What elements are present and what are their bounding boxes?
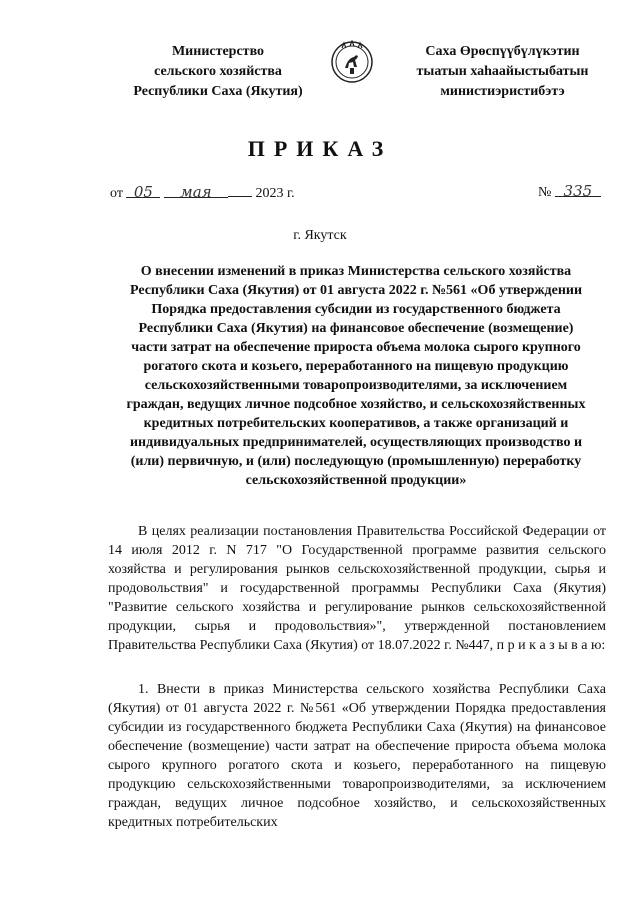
heading-line: Порядка предоставления субсидии из государственного бюджета — [151, 302, 561, 317]
number-handwritten: 335 — [563, 182, 593, 200]
heading-line: (или) первичную, и (или) последующую (промышленную) переработку — [130, 454, 582, 469]
ministry-name-line: Республики Саха (Якутия) — [133, 84, 303, 99]
ministry-name-line: сельского хозяйства — [154, 64, 282, 79]
heading-line: Республики Саха (Якутия) от 01 августа 2022 г. №561 «Об утверждении — [129, 283, 583, 298]
document-title: ПРИКАЗ — [247, 136, 393, 161]
city: г. Якутск — [293, 228, 347, 243]
order-number — [538, 182, 601, 201]
ministry-name-line: тыатын хаһаайыстыбатын — [416, 64, 589, 79]
body-paragraph-item-1: 1. Внести в приказ Министерства сельского хозяйства Республики Саха (Якутия) от 01 августа 2022 г. №561 «Об утверждении Порядка предоставления субсидии из государственного бюджета Республики Саха (Якутия) на финансовое обеспечение (возмещение) части затрат на обеспечение прироста объема молока сырого крупного рогатого скота и козьего, переработанного на пищевую продукцию сельскохозяйственными товаропроизводителями, за исключением граждан, ведущих личное подсобное хозяйство, и сельскохозяйственных кредитных потребительских — [108, 682, 606, 830]
number-prefix: № — [538, 185, 552, 200]
heading-line: кредитных потребительских кооперативов, а также организаций и — [143, 416, 569, 431]
date-month-handwritten: мая — [180, 183, 212, 201]
date-month-field — [164, 183, 228, 201]
heading-line: рогатого скота и козьего, переработанного на пищевую продукцию — [143, 359, 569, 374]
date-blank-line — [228, 182, 252, 197]
ministry-name-line: Министерство — [171, 44, 265, 59]
ministry-name-line: Саха Өрөспүүбүлүкэтин — [425, 44, 580, 59]
date-prefix: от — [110, 186, 123, 201]
ministry-name-sakha — [395, 42, 610, 102]
heading-line: граждан, ведущих личное подсобное хозяйство, и сельскохозяйственных — [126, 397, 586, 412]
number-field — [555, 182, 601, 200]
ministry-name-russian — [108, 42, 328, 102]
order-date — [110, 182, 295, 202]
heading-line: сельскохозяйственной продукции» — [245, 473, 467, 488]
heading-line: индивидуальных предпринимателей, осуществляющих производство и — [129, 435, 583, 450]
heading-line: О внесении изменений в приказ Министерства сельского хозяйства — [140, 264, 572, 279]
sakha-coat-of-arms-icon — [330, 40, 374, 84]
body-paragraph-preamble: В целях реализации постановления Правительства Российской Федерации от 14 июля 2012 г. N 717 "О Государственной программе развития сельского хозяйства и регулирования рынков сельскохозяйственной продукции, сырья и продовольствия" и государственной программы Республики Саха (Якутия) "Развитие сельского хозяйства и регулирование рынков сельскохозяйственной продукции, сырья и продовольствия»", утвержденной постановлением Правительства Республики Саха (Якутия) от 18.07.2022 г. №447, п р и к а з ы в а ю: — [108, 524, 606, 653]
ministry-name-line: министиэристибэтэ — [440, 84, 565, 99]
date-day-handwritten: 05 — [133, 183, 153, 201]
date-day-field — [126, 183, 160, 201]
heading-line: Республики Саха (Якутия) на финансовое обеспечение (возмещение) — [138, 321, 574, 336]
heading-line: сельскохозяйственными товаропроизводителями, за исключением — [144, 378, 568, 393]
order-heading — [108, 262, 604, 490]
date-year: 2023 г. — [255, 186, 295, 201]
heading-line: части затрат на обеспечение прироста объема молока сырого крупного — [131, 340, 581, 355]
